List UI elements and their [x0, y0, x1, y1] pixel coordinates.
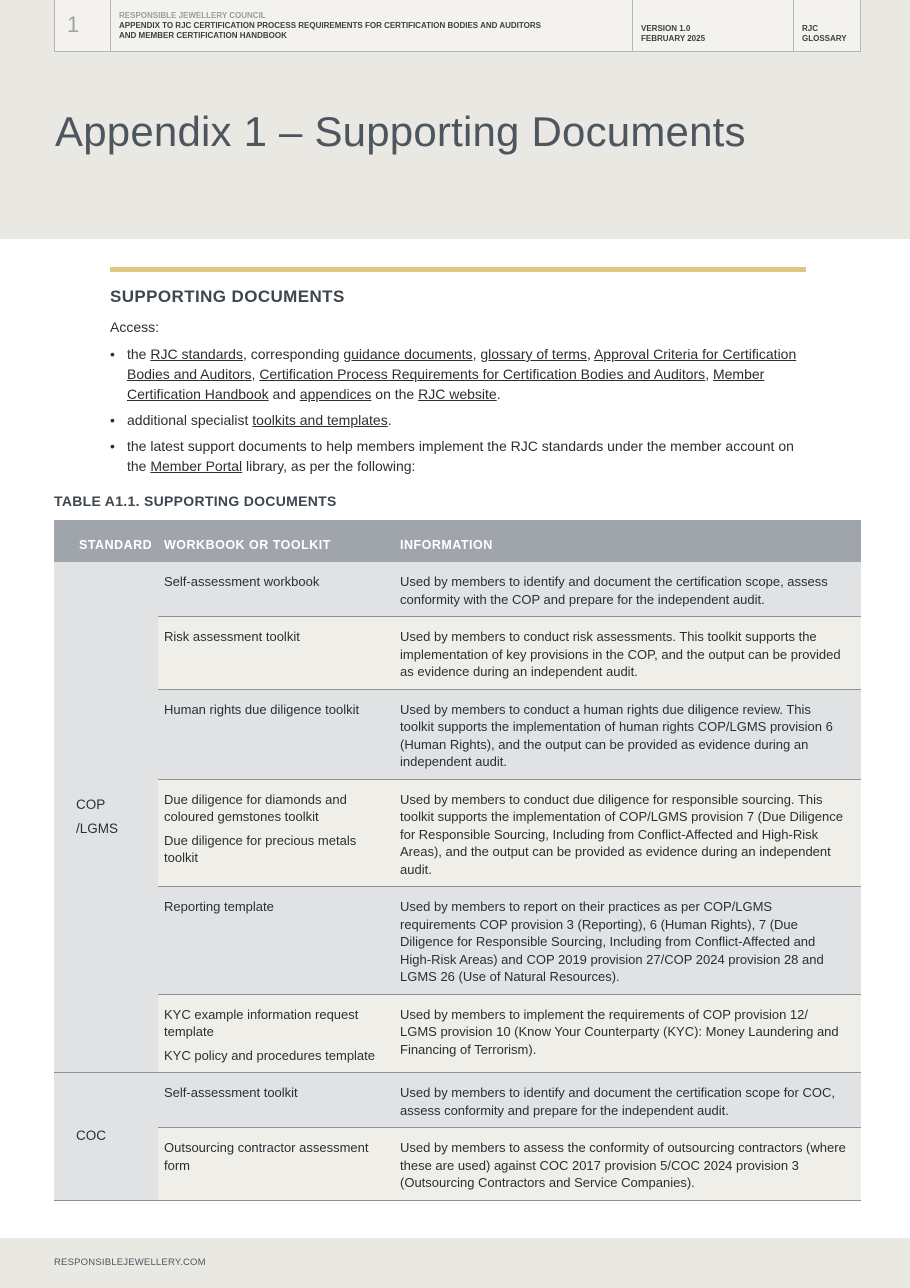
workbook-cell: Self-assessment toolkit	[158, 1073, 396, 1128]
table-row	[54, 617, 861, 690]
glossary-line1: RJC	[802, 24, 819, 33]
page-header	[54, 0, 861, 52]
standard-cell-coc: COC	[54, 1073, 158, 1201]
section-heading: SUPPORTING DOCUMENTS	[110, 287, 345, 306]
table-row	[54, 887, 861, 995]
page-number: 1	[55, 0, 111, 51]
workbook-cell: Reporting template	[158, 887, 396, 995]
doc-title-line2: AND MEMBER CERTIFICATION HANDBOOK	[119, 31, 287, 40]
approval-criteria-link[interactable]: Approval Criteria for Certification Bodies and Auditors	[127, 346, 797, 382]
handbook-link[interactable]: Member Certification Handbook	[127, 366, 765, 402]
table-caption: TABLE A1.1. SUPPORTING DOCUMENTS	[54, 493, 337, 509]
info-cell: Used by members to conduct due diligence for responsible sourcing. This toolkit supports the implementation of COP/LGMS provision 7 (Due Diligence for Responsible Sourcing, Including from Conflict-Affected and High-Risk Areas), and the output can be provided as evidence during an independent audit.	[396, 779, 861, 887]
glossary-line2: GLOSSARY	[802, 34, 847, 43]
info-cell: Used by members to report on their practices as per COP/LGMS requirements COP provision 3 (Reporting), 6 (Human Rights), 7 (Due Diligence for Responsible Sourcing, Including from Conflict-Affected and High-Risk Areas) and COP 2019 provision 27/COP 2024 provision 28 and LGMS 26 (Use of Natural Resources).	[396, 887, 861, 995]
info-cell: Used by members to identify and document the certification scope for COC, assess conformity and prepare for the independent audit.	[396, 1073, 861, 1128]
column-header-workbook: WORKBOOK OR TOOLKIT	[158, 520, 396, 562]
workbook-cell: Self-assessment workbook	[158, 562, 396, 617]
workbook-cell: Human rights due diligence toolkit	[158, 689, 396, 779]
info-cell: Used by members to implement the requirements of COP provision 12/ LGMS provision 10 (Know Your Counterparty (KYC): Money Laundering and Financing of Terrorism).	[396, 994, 861, 1073]
table-row	[54, 562, 861, 617]
list-item: • the RJC standards, corresponding guidance documents, glossary of terms, Approval Criteria for Certification Bodies and Auditors, Certification Process Requirements for Certification Bodies and Auditors, Member Certification Handbook and appendices on the RJC website.	[110, 344, 800, 404]
version: VERSION 1.0	[641, 24, 691, 33]
access-label: Access:	[110, 319, 160, 335]
glossary-link[interactable]: glossary of terms	[480, 346, 587, 362]
access-list	[110, 344, 800, 482]
version-info	[633, 0, 794, 51]
standard-cell-cop-lgms: COP /LGMS	[54, 562, 158, 1073]
glossary-link[interactable]	[794, 0, 860, 51]
table-row	[54, 689, 861, 779]
info-cell: Used by members to conduct a human rights due diligence review. This toolkit supports the implementation of human rights COP/LGMS provision 6 (Human Rights), and the output can be provided as evidence during an independent audit.	[396, 689, 861, 779]
column-header-standard: STANDARD	[54, 520, 158, 562]
section-divider	[110, 267, 806, 272]
info-cell: Used by members to conduct risk assessments. This toolkit supports the implementation of key provisions in the COP, and the output can be provided as evidence during an independent audit.	[396, 617, 861, 690]
member-portal-link[interactable]: Member Portal	[150, 458, 243, 474]
column-header-information: INFORMATION	[396, 520, 861, 562]
document-info	[111, 0, 633, 51]
info-cell: Used by members to identify and document the certification scope, assess conformity with the COP and prepare for the independent audit.	[396, 562, 861, 617]
table-row	[54, 1128, 861, 1201]
org-name: RESPONSIBLE JEWELLERY COUNCIL	[119, 11, 266, 20]
rjc-standards-link[interactable]: RJC standards	[150, 346, 243, 362]
list-item: • the latest support documents to help members implement the RJC standards under the member account on the Member Portal library, as per the following:	[110, 436, 800, 476]
page-title: Appendix 1 – Supporting Documents	[55, 108, 746, 155]
workbook-cell: Risk assessment toolkit	[158, 617, 396, 690]
footer-website[interactable]: RESPONSIBLEJEWELLERY.COM	[54, 1257, 206, 1268]
workbook-cell: Due diligence for diamonds and coloured gemstones toolkit Due diligence for precious metals toolkit	[158, 779, 396, 887]
workbook-cell: KYC example information request template KYC policy and procedures template	[158, 994, 396, 1073]
certification-process-link[interactable]: Certification Process Requirements for Certification Bodies and Auditors	[259, 366, 706, 382]
rjc-website-link[interactable]: RJC website	[418, 386, 497, 402]
workbook-cell: Outsourcing contractor assessment form	[158, 1128, 396, 1201]
list-item: • additional specialist toolkits and templates.	[110, 410, 800, 430]
table-row	[54, 994, 861, 1073]
date: FEBRUARY 2025	[641, 34, 706, 43]
table-row	[54, 779, 861, 887]
guidance-documents-link[interactable]: guidance documents	[343, 346, 473, 362]
toolkits-link[interactable]: toolkits and templates	[252, 412, 388, 428]
table-header-row	[54, 520, 861, 562]
doc-title-line1: APPENDIX TO RJC CERTIFICATION PROCESS REQUIREMENTS FOR CERTIFICATION BODIES AND AUDITORS	[119, 21, 541, 30]
supporting-documents-table	[54, 520, 861, 1201]
appendices-link[interactable]: appendices	[299, 386, 372, 402]
info-cell: Used by members to assess the conformity of outsourcing contractors (where these are used) against COC 2017 provision 5/COC 2024 provision 3 (Outsourcing Contractors and Service Companies).	[396, 1128, 861, 1201]
table-row	[54, 1073, 861, 1128]
